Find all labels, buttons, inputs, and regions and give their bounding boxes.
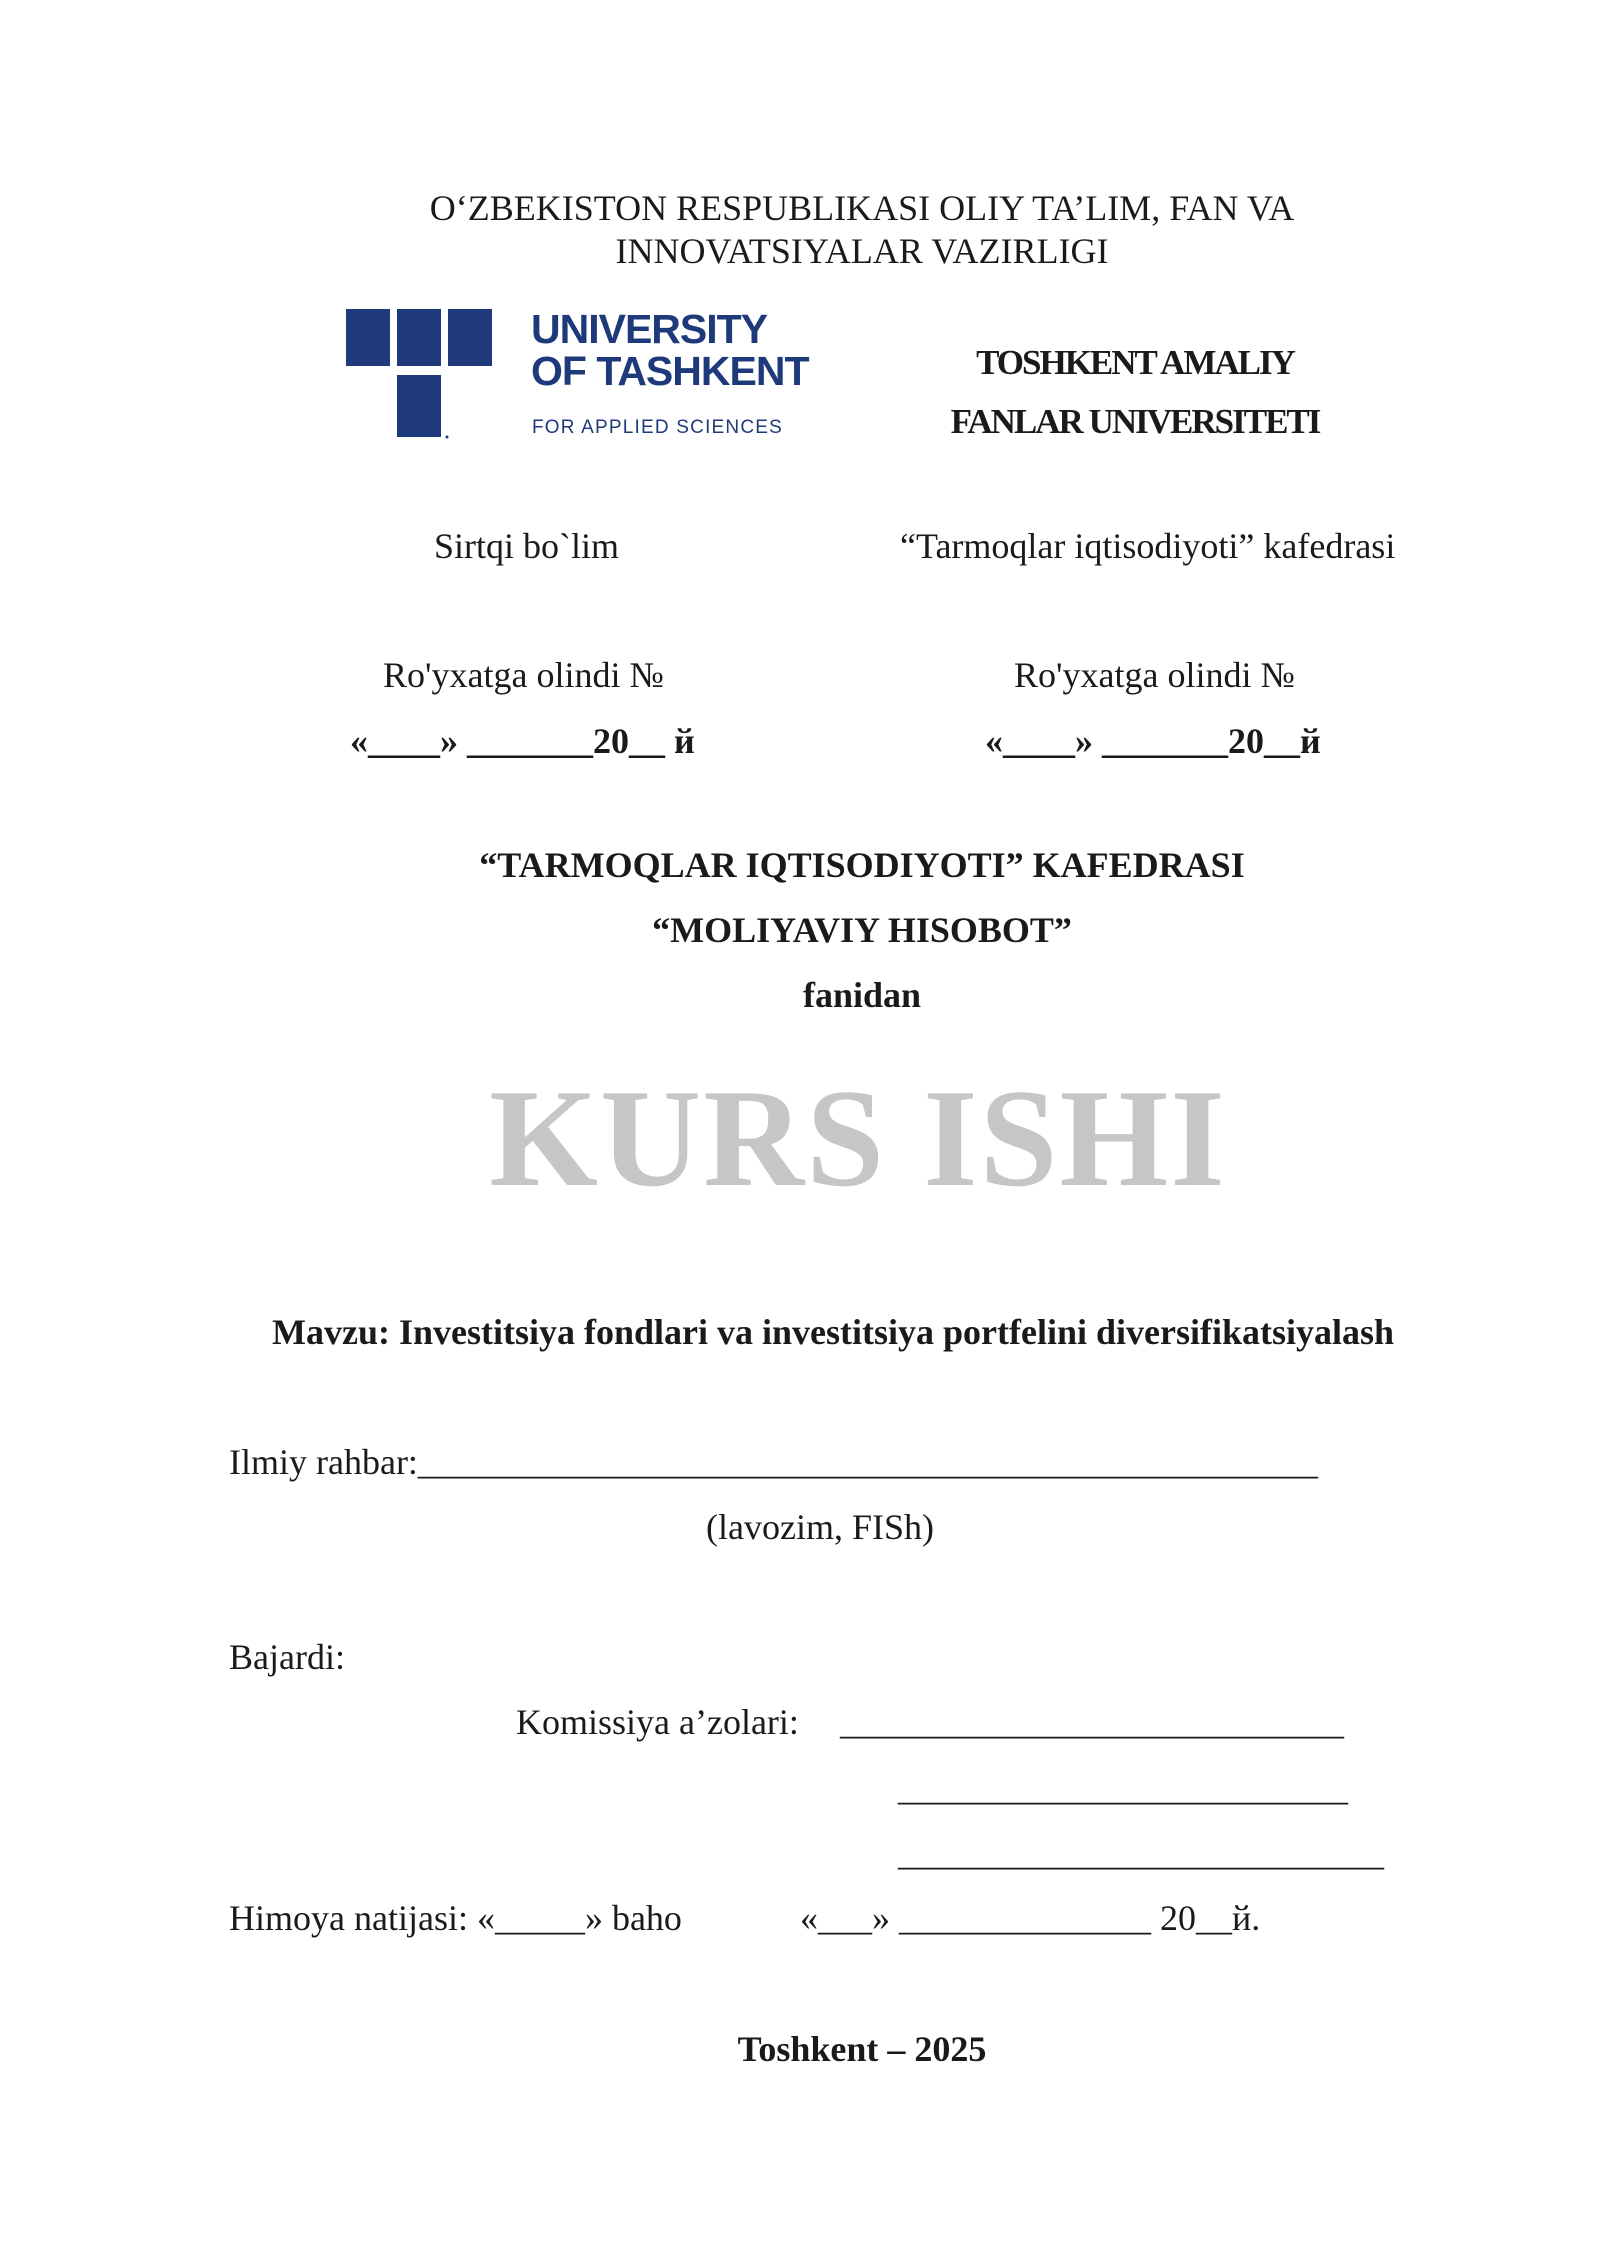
topic: Mavzu: Investitsiya fondlari va investitsiya portfelini diversifikatsiyalash (272, 1312, 1395, 1352)
commission-label: Komissiya a’zolari: (516, 1702, 799, 1742)
defense-result: Himoya natijasi: «_____» baho (229, 1898, 682, 1938)
bajardi-label: Bajardi: (229, 1637, 345, 1677)
defense-date: «___» ______________ 20__й. (800, 1898, 1261, 1938)
university-logo-icon (346, 309, 492, 439)
fanidan-label: fanidan (802, 975, 922, 1015)
ministry-line-1: O‘ZBEKISTON RESPUBLIKASI OLIY TA’LIM, FAN VA (429, 188, 1295, 228)
logo-text-university: UNIVERSITY (531, 306, 768, 352)
logo-text-of-tashkent: OF TASHKENT (531, 348, 809, 394)
department-left: Sirtqi bo`lim (434, 526, 620, 566)
commission-line-2: _________________________ (898, 1768, 1348, 1808)
registration-left-label: Ro'yxatga olindi № (383, 655, 664, 695)
course-work-heading: KURS ISHI (489, 1061, 1227, 1216)
logo-text-applied-sciences: FOR APPLIED SCIENCES (532, 417, 784, 438)
registration-right-label: Ro'yxatga olindi № (1014, 655, 1295, 695)
subject-title: “MOLIYAVIY HISOBOT” (652, 910, 1072, 950)
department-right: “Tarmoqlar iqtisodiyoti” kafedrasi (900, 526, 1396, 566)
advisor-line: Ilmiy rahbar:__________________________________________________ (229, 1442, 1318, 1482)
commission-line-1: ____________________________ (840, 1702, 1344, 1742)
advisor-hint: (lavozim, FISh) (706, 1507, 934, 1547)
ministry-line-2: INNOVATSIYALAR VAZIRLIGI (615, 231, 1109, 271)
footer-city-year: Toshkent – 2025 (737, 2029, 987, 2069)
registration-right-date: «____» _______20__й (985, 721, 1321, 761)
commission-line-3: ___________________________ (898, 1833, 1384, 1873)
kafedra-title: “TARMOQLAR IQTISODIYOTI” KAFEDRASI (479, 845, 1245, 885)
university-name-line-2: FANLAR UNIVERSITETI (950, 402, 1320, 441)
registration-left-date: «____» _______20__ й (350, 721, 695, 761)
university-name-line-1: TOSHKENT AMALIY (976, 343, 1294, 382)
